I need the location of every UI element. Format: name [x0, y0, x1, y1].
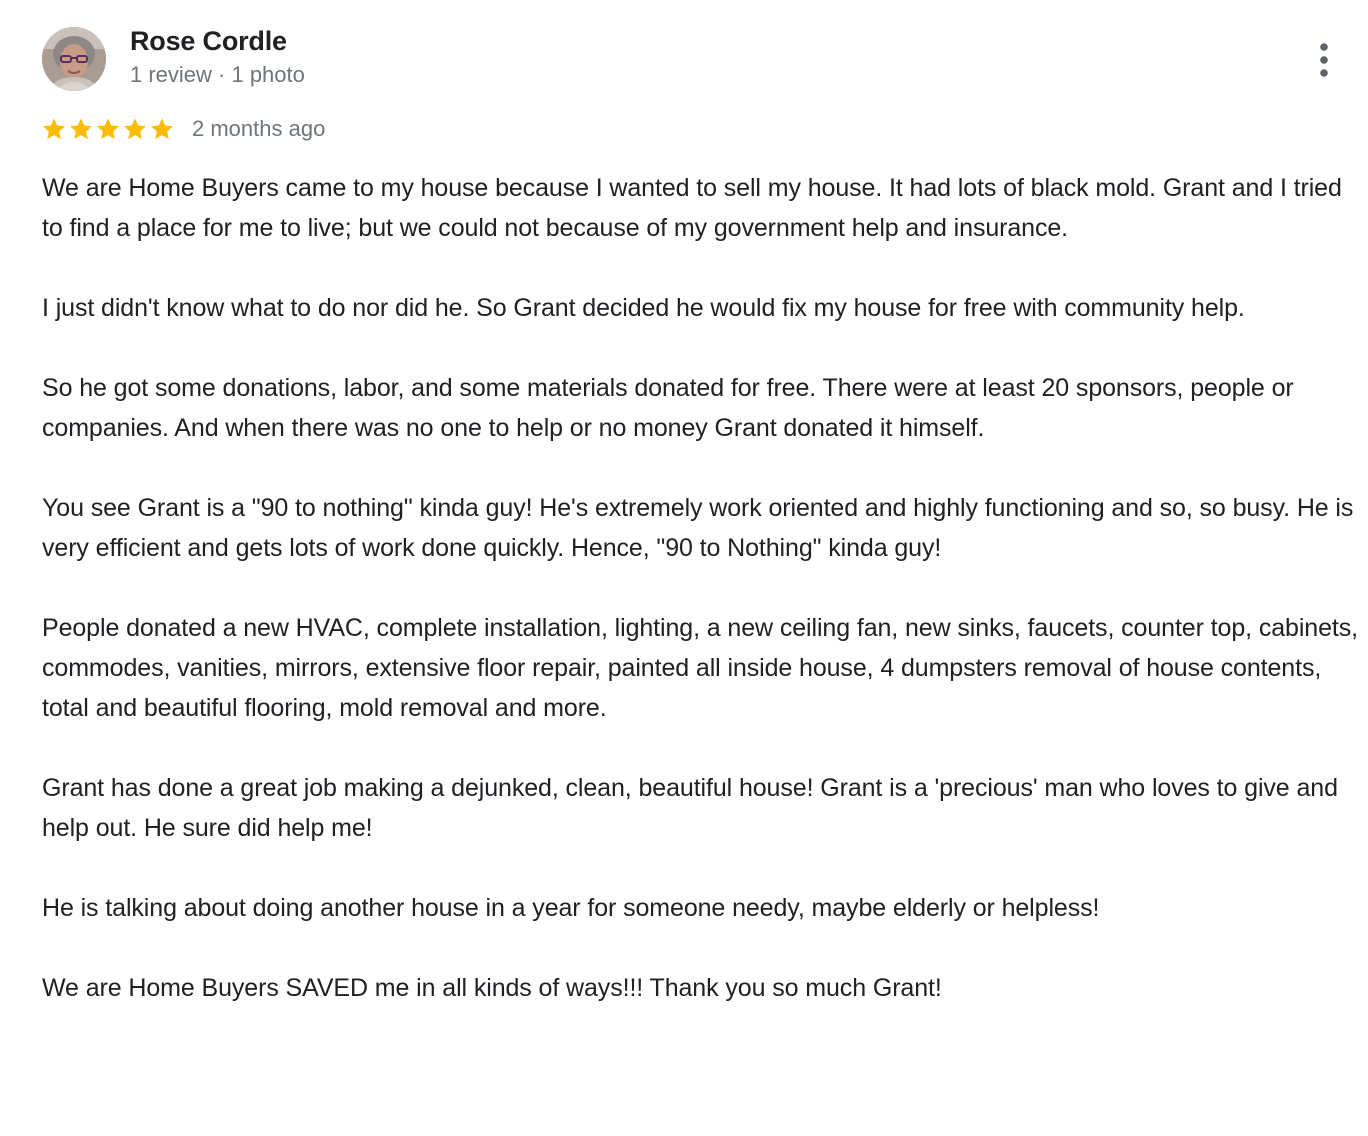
review-paragraph: We are Home Buyers SAVED me in all kinds of ways!!! Thank you so much Grant!	[42, 974, 942, 1002]
review-paragraph: He is talking about doing another house in a year for someone needy, maybe elderly or helpless!	[42, 894, 1100, 922]
more-vert-icon	[1318, 42, 1330, 78]
author-meta: 1 review · 1 photo	[130, 62, 305, 87]
review-paragraph: We are Home Buyers came to my house because I wanted to sell my house. It had lots of black mold. Grant and I tried to find a place for me to live; but we could not because of my government help and insurance.	[42, 174, 1342, 242]
review-paragraph: So he got some donations, labor, and some materials donated for free. There were at least 20 sponsors, people or companies. And when there was no one to help or no money Grant donated it himself.	[42, 374, 1294, 442]
star-icon	[149, 116, 175, 142]
author-name[interactable]: Rose Cordle	[130, 26, 287, 56]
rating-row	[41, 112, 325, 146]
review-paragraph: Grant has done a great job making a dejunked, clean, beautiful house! Grant is a 'precious' man who loves to give and help out. He sure did help me!	[42, 774, 1338, 842]
star-icon	[68, 116, 94, 142]
review-text	[42, 168, 1362, 1048]
star-icon	[122, 116, 148, 142]
review-paragraph: People donated a new HVAC, complete installation, lighting, a new ceiling fan, new sinks, faucets, counter top, cabinets, commodes, vanities, mirrors, extensive floor repair, painted all inside house, 4 dumpsters removal of house contents, total and beautiful flooring, mold removal and more.	[42, 614, 1358, 722]
more-options-button[interactable]	[1304, 36, 1344, 84]
avatar[interactable]	[42, 27, 106, 91]
review-paragraph: You see Grant is a "90 to nothing" kinda guy! He's extremely work oriented and highly functioning and so, so busy. He is very efficient and gets lots of work done quickly. Hence, "90 to Nothing" kinda guy!	[42, 494, 1354, 562]
star-icon	[41, 116, 67, 142]
star-icon	[95, 116, 121, 142]
review-paragraph: I just didn't know what to do nor did he. So Grant decided he would fix my house for free with community help.	[42, 294, 1245, 322]
user-avatar-photo-icon	[42, 27, 106, 91]
review-date: 2 months ago	[192, 116, 326, 141]
star-rating	[41, 116, 175, 142]
